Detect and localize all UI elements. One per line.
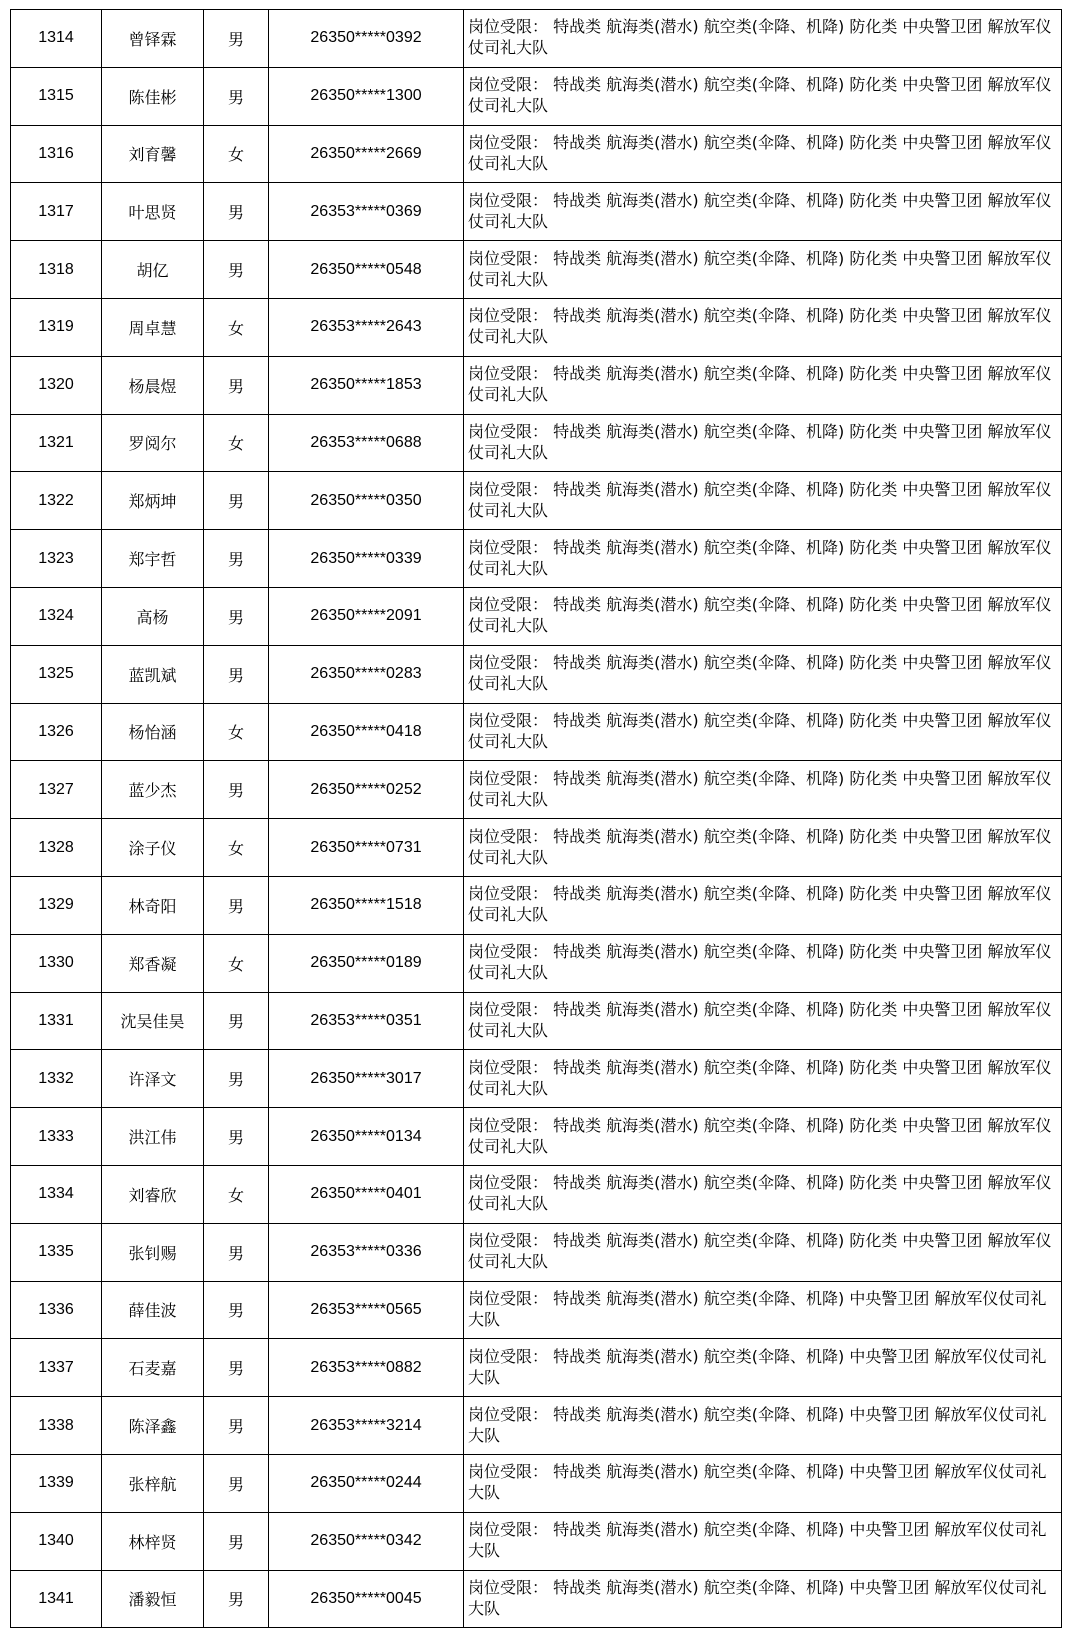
name-cell: 石麦嘉 [102,1339,204,1397]
name-cell: 叶思贤 [102,183,204,241]
name-cell: 涂子仪 [102,819,204,877]
table-row [11,1223,1062,1281]
id-number-cell: 26350*****0339 [269,530,464,588]
table-row [11,1397,1062,1455]
restriction-note-cell: 岗位受限： 特战类 航海类(潜水) 航空类(伞降、机降) 防化类 中央警卫团 解放军仪仗司礼大队 [464,1165,1062,1223]
id-number-cell: 26350*****0401 [269,1165,464,1223]
restriction-note-cell: 岗位受限： 特战类 航海类(潜水) 航空类(伞降、机降) 防化类 中央警卫团 解放军仪仗司礼大队 [464,934,1062,992]
gender-cell: 男 [204,587,269,645]
table-row [11,1454,1062,1512]
name-cell: 陈佳彬 [102,67,204,125]
id-number-cell: 26353*****0351 [269,992,464,1050]
row-number-cell: 1316 [11,125,102,183]
id-number-cell: 26350*****0283 [269,645,464,703]
table-row [11,67,1062,125]
name-cell: 杨怡涵 [102,703,204,761]
row-number-cell: 1337 [11,1339,102,1397]
id-number-cell: 26353*****0336 [269,1223,464,1281]
name-cell: 郑香凝 [102,934,204,992]
table-row [11,1339,1062,1397]
row-number-cell: 1321 [11,414,102,472]
restriction-note-cell: 岗位受限： 特战类 航海类(潜水) 航空类(伞降、机降) 中央警卫团 解放军仪仗司礼大队 [464,1512,1062,1570]
row-number-cell: 1340 [11,1512,102,1570]
id-number-cell: 26350*****1853 [269,356,464,414]
restriction-note-cell: 岗位受限： 特战类 航海类(潜水) 航空类(伞降、机降) 防化类 中央警卫团 解放军仪仗司礼大队 [464,125,1062,183]
name-cell: 罗阅尔 [102,414,204,472]
restriction-note-cell: 岗位受限： 特战类 航海类(潜水) 航空类(伞降、机降) 防化类 中央警卫团 解放军仪仗司礼大队 [464,1108,1062,1166]
table-row [11,183,1062,241]
table-row [11,934,1062,992]
table-row [11,587,1062,645]
id-number-cell: 26353*****3214 [269,1397,464,1455]
restriction-note-cell: 岗位受限： 特战类 航海类(潜水) 航空类(伞降、机降) 防化类 中央警卫团 解放军仪仗司礼大队 [464,472,1062,530]
gender-cell: 女 [204,819,269,877]
gender-cell: 男 [204,1397,269,1455]
restriction-note-cell: 岗位受限： 特战类 航海类(潜水) 航空类(伞降、机降) 防化类 中央警卫团 解放军仪仗司礼大队 [464,1223,1062,1281]
name-cell: 张梓航 [102,1454,204,1512]
table-row [11,703,1062,761]
row-number-cell: 1341 [11,1570,102,1628]
id-number-cell: 26350*****0244 [269,1454,464,1512]
row-number-cell: 1320 [11,356,102,414]
gender-cell: 男 [204,1223,269,1281]
restriction-note-cell: 岗位受限： 特战类 航海类(潜水) 航空类(伞降、机降) 防化类 中央警卫团 解放军仪仗司礼大队 [464,1050,1062,1108]
row-number-cell: 1324 [11,587,102,645]
row-number-cell: 1319 [11,298,102,356]
row-number-cell: 1314 [11,10,102,68]
id-number-cell: 26350*****0731 [269,819,464,877]
table-row [11,241,1062,299]
row-number-cell: 1326 [11,703,102,761]
name-cell: 潘毅恒 [102,1570,204,1628]
table-row [11,761,1062,819]
name-cell: 郑宇哲 [102,530,204,588]
table-row [11,1281,1062,1339]
restriction-note-cell: 岗位受限： 特战类 航海类(潜水) 航空类(伞降、机降) 防化类 中央警卫团 解放军仪仗司礼大队 [464,67,1062,125]
id-number-cell: 26350*****0134 [269,1108,464,1166]
name-cell: 刘育馨 [102,125,204,183]
restriction-note-cell: 岗位受限： 特战类 航海类(潜水) 航空类(伞降、机降) 中央警卫团 解放军仪仗司礼大队 [464,1281,1062,1339]
gender-cell: 男 [204,1108,269,1166]
gender-cell: 男 [204,876,269,934]
name-cell: 刘睿欣 [102,1165,204,1223]
row-number-cell: 1323 [11,530,102,588]
gender-cell: 女 [204,125,269,183]
table-row [11,645,1062,703]
restriction-note-cell: 岗位受限： 特战类 航海类(潜水) 航空类(伞降、机降) 防化类 中央警卫团 解放军仪仗司礼大队 [464,241,1062,299]
row-number-cell: 1336 [11,1281,102,1339]
roster-table-body [11,10,1062,1628]
gender-cell: 男 [204,1050,269,1108]
table-row [11,356,1062,414]
gender-cell: 男 [204,241,269,299]
restriction-note-cell: 岗位受限： 特战类 航海类(潜水) 航空类(伞降、机降) 防化类 中央警卫团 解放军仪仗司礼大队 [464,992,1062,1050]
id-number-cell: 26353*****0369 [269,183,464,241]
id-number-cell: 26350*****0350 [269,472,464,530]
gender-cell: 男 [204,10,269,68]
gender-cell: 男 [204,356,269,414]
gender-cell: 男 [204,1454,269,1512]
row-number-cell: 1327 [11,761,102,819]
name-cell: 张钊赐 [102,1223,204,1281]
name-cell: 沈吴佳昊 [102,992,204,1050]
row-number-cell: 1315 [11,67,102,125]
restriction-note-cell: 岗位受限： 特战类 航海类(潜水) 航空类(伞降、机降) 防化类 中央警卫团 解放军仪仗司礼大队 [464,414,1062,472]
row-number-cell: 1338 [11,1397,102,1455]
gender-cell: 男 [204,530,269,588]
table-row [11,1050,1062,1108]
table-row [11,1165,1062,1223]
row-number-cell: 1333 [11,1108,102,1166]
gender-cell: 男 [204,472,269,530]
table-row [11,414,1062,472]
gender-cell: 女 [204,414,269,472]
gender-cell: 男 [204,183,269,241]
restriction-note-cell: 岗位受限： 特战类 航海类(潜水) 航空类(伞降、机降) 防化类 中央警卫团 解放军仪仗司礼大队 [464,298,1062,356]
table-row [11,1108,1062,1166]
gender-cell: 女 [204,703,269,761]
id-number-cell: 26350*****3017 [269,1050,464,1108]
row-number-cell: 1330 [11,934,102,992]
gender-cell: 男 [204,1281,269,1339]
row-number-cell: 1339 [11,1454,102,1512]
gender-cell: 女 [204,934,269,992]
row-number-cell: 1322 [11,472,102,530]
row-number-cell: 1331 [11,992,102,1050]
id-number-cell: 26350*****0189 [269,934,464,992]
restriction-note-cell: 岗位受限： 特战类 航海类(潜水) 航空类(伞降、机降) 防化类 中央警卫团 解放军仪仗司礼大队 [464,356,1062,414]
id-number-cell: 26353*****0882 [269,1339,464,1397]
restriction-note-cell: 岗位受限： 特战类 航海类(潜水) 航空类(伞降、机降) 中央警卫团 解放军仪仗司礼大队 [464,1570,1062,1628]
row-number-cell: 1329 [11,876,102,934]
table-row [11,876,1062,934]
id-number-cell: 26350*****0392 [269,10,464,68]
gender-cell: 女 [204,298,269,356]
restriction-note-cell: 岗位受限： 特战类 航海类(潜水) 航空类(伞降、机降) 防化类 中央警卫团 解放军仪仗司礼大队 [464,530,1062,588]
gender-cell: 女 [204,1165,269,1223]
id-number-cell: 26350*****1300 [269,67,464,125]
restriction-note-cell: 岗位受限： 特战类 航海类(潜水) 航空类(伞降、机降) 中央警卫团 解放军仪仗司礼大队 [464,1454,1062,1512]
restriction-note-cell: 岗位受限： 特战类 航海类(潜水) 航空类(伞降、机降) 防化类 中央警卫团 解放军仪仗司礼大队 [464,183,1062,241]
row-number-cell: 1334 [11,1165,102,1223]
table-row [11,1512,1062,1570]
id-number-cell: 26353*****0565 [269,1281,464,1339]
restriction-note-cell: 岗位受限： 特战类 航海类(潜水) 航空类(伞降、机降) 中央警卫团 解放军仪仗司礼大队 [464,1397,1062,1455]
name-cell: 周卓慧 [102,298,204,356]
gender-cell: 男 [204,761,269,819]
table-row [11,298,1062,356]
name-cell: 洪江伟 [102,1108,204,1166]
name-cell: 薛佳波 [102,1281,204,1339]
name-cell: 杨晨煜 [102,356,204,414]
table-row [11,125,1062,183]
gender-cell: 男 [204,1512,269,1570]
row-number-cell: 1328 [11,819,102,877]
roster-table [10,9,1062,1628]
table-row [11,10,1062,68]
gender-cell: 男 [204,645,269,703]
row-number-cell: 1317 [11,183,102,241]
row-number-cell: 1335 [11,1223,102,1281]
name-cell: 蓝凯斌 [102,645,204,703]
table-row [11,992,1062,1050]
name-cell: 郑炳坤 [102,472,204,530]
gender-cell: 男 [204,1339,269,1397]
restriction-note-cell: 岗位受限： 特战类 航海类(潜水) 航空类(伞降、机降) 中央警卫团 解放军仪仗司礼大队 [464,1339,1062,1397]
row-number-cell: 1332 [11,1050,102,1108]
id-number-cell: 26353*****0688 [269,414,464,472]
name-cell: 高杨 [102,587,204,645]
table-row [11,819,1062,877]
id-number-cell: 26350*****0045 [269,1570,464,1628]
id-number-cell: 26350*****2669 [269,125,464,183]
restriction-note-cell: 岗位受限： 特战类 航海类(潜水) 航空类(伞降、机降) 防化类 中央警卫团 解放军仪仗司礼大队 [464,876,1062,934]
gender-cell: 男 [204,67,269,125]
name-cell: 许泽文 [102,1050,204,1108]
name-cell: 林奇阳 [102,876,204,934]
id-number-cell: 26353*****2643 [269,298,464,356]
restriction-note-cell: 岗位受限： 特战类 航海类(潜水) 航空类(伞降、机降) 防化类 中央警卫团 解放军仪仗司礼大队 [464,819,1062,877]
id-number-cell: 26350*****0548 [269,241,464,299]
name-cell: 林梓贤 [102,1512,204,1570]
table-row [11,1570,1062,1628]
id-number-cell: 26350*****0252 [269,761,464,819]
restriction-note-cell: 岗位受限： 特战类 航海类(潜水) 航空类(伞降、机降) 防化类 中央警卫团 解放军仪仗司礼大队 [464,761,1062,819]
restriction-note-cell: 岗位受限： 特战类 航海类(潜水) 航空类(伞降、机降) 防化类 中央警卫团 解放军仪仗司礼大队 [464,587,1062,645]
row-number-cell: 1325 [11,645,102,703]
gender-cell: 男 [204,1570,269,1628]
restriction-note-cell: 岗位受限： 特战类 航海类(潜水) 航空类(伞降、机降) 防化类 中央警卫团 解放军仪仗司礼大队 [464,10,1062,68]
name-cell: 曾铎霖 [102,10,204,68]
gender-cell: 男 [204,992,269,1050]
table-row [11,472,1062,530]
restriction-note-cell: 岗位受限： 特战类 航海类(潜水) 航空类(伞降、机降) 防化类 中央警卫团 解放军仪仗司礼大队 [464,645,1062,703]
row-number-cell: 1318 [11,241,102,299]
id-number-cell: 26350*****0342 [269,1512,464,1570]
name-cell: 胡亿 [102,241,204,299]
table-row [11,530,1062,588]
id-number-cell: 26350*****0418 [269,703,464,761]
id-number-cell: 26350*****1518 [269,876,464,934]
restriction-note-cell: 岗位受限： 特战类 航海类(潜水) 航空类(伞降、机降) 防化类 中央警卫团 解放军仪仗司礼大队 [464,703,1062,761]
name-cell: 陈泽鑫 [102,1397,204,1455]
name-cell: 蓝少杰 [102,761,204,819]
id-number-cell: 26350*****2091 [269,587,464,645]
